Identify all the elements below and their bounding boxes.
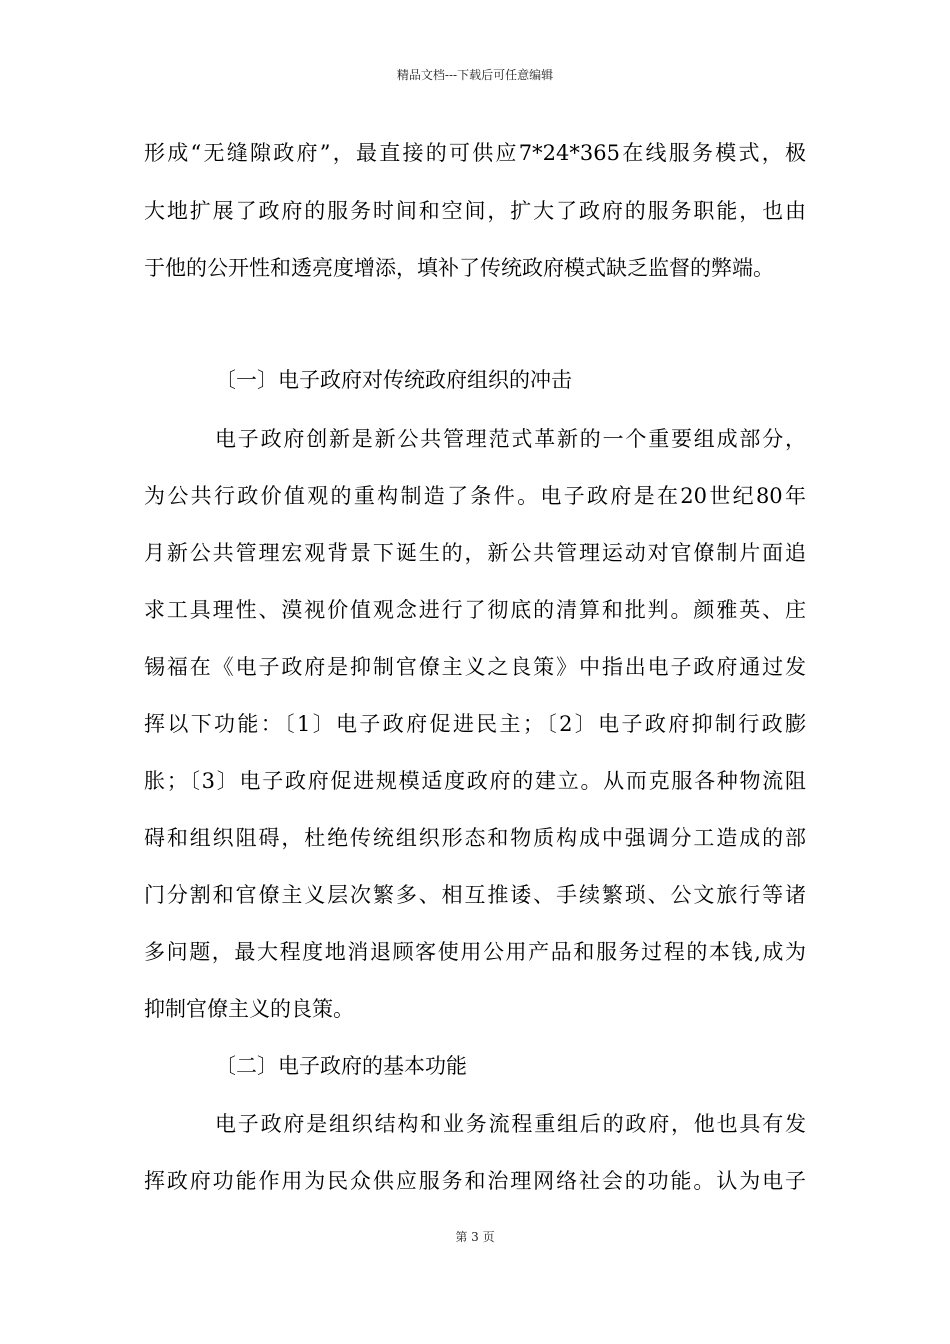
paragraph-line: 形成“无缝隙政府”，最直接的可供应7*24*365在线服务模式，极 <box>144 141 806 165</box>
paragraph-line: 胀；〔3〕电子政府促进规模适度政府的建立。从而克服各种物流阻 <box>144 769 806 793</box>
paragraph-line: 求工具理性、漠视价值观念进行了彻底的清算和批判。颜雅英、庄 <box>144 598 806 622</box>
paragraph-line: 多问题，最大程度地消退顾客使用公用产品和服务过程的本钱,成为 <box>144 940 806 964</box>
paragraph-line: 于他的公开性和透亮度增添，填补了传统政府模式缺乏监督的弊端。 <box>144 256 774 280</box>
paragraph-line: 挥政府功能作用为民众供应服务和治理网络社会的功能。认为电子 <box>144 1169 806 1193</box>
paragraph-line: 月新公共管理宏观背景下诞生的，新公共管理运动对官僚制片面追 <box>144 541 806 565</box>
paragraph-line: 挥以下功能：〔1〕电子政府促进民主；〔2〕电子政府抑制行政膨 <box>144 712 806 736</box>
paragraph-line: 门分割和官僚主义层次繁多、相互推诿、手续繁琐、公文旅行等诸 <box>144 883 806 907</box>
paragraph-line: 碍和组织阻碍，杜绝传统组织形态和物质构成中强调分工造成的部 <box>144 826 806 850</box>
paragraph-line: 大地扩展了政府的服务时间和空间，扩大了政府的服务职能，也由 <box>144 199 806 223</box>
paragraph-line: 抑制官僚主义的良策。 <box>144 997 354 1021</box>
section-heading: 〔一〕电子政府对传统政府组织的冲击 <box>215 368 572 392</box>
paragraph-line: 电子政府是组织结构和业务流程重组后的政府，他也具有发 <box>215 1112 806 1136</box>
page-number: 第 3 页 <box>455 1230 495 1244</box>
paragraph-line: 为公共行政价值观的重构制造了条件。电子政府是在20世纪80年 <box>144 484 806 508</box>
paragraph-line: 电子政府创新是新公共管理范式革新的一个重要组成部分， <box>215 427 806 451</box>
paragraph-line: 锡福在《电子政府是抑制官僚主义之良策》中指出电子政府通过发 <box>144 655 806 679</box>
section-heading: 〔二〕电子政府的基本功能 <box>215 1054 467 1078</box>
page-header: 精品文档---下载后可任意编辑 <box>396 68 554 82</box>
